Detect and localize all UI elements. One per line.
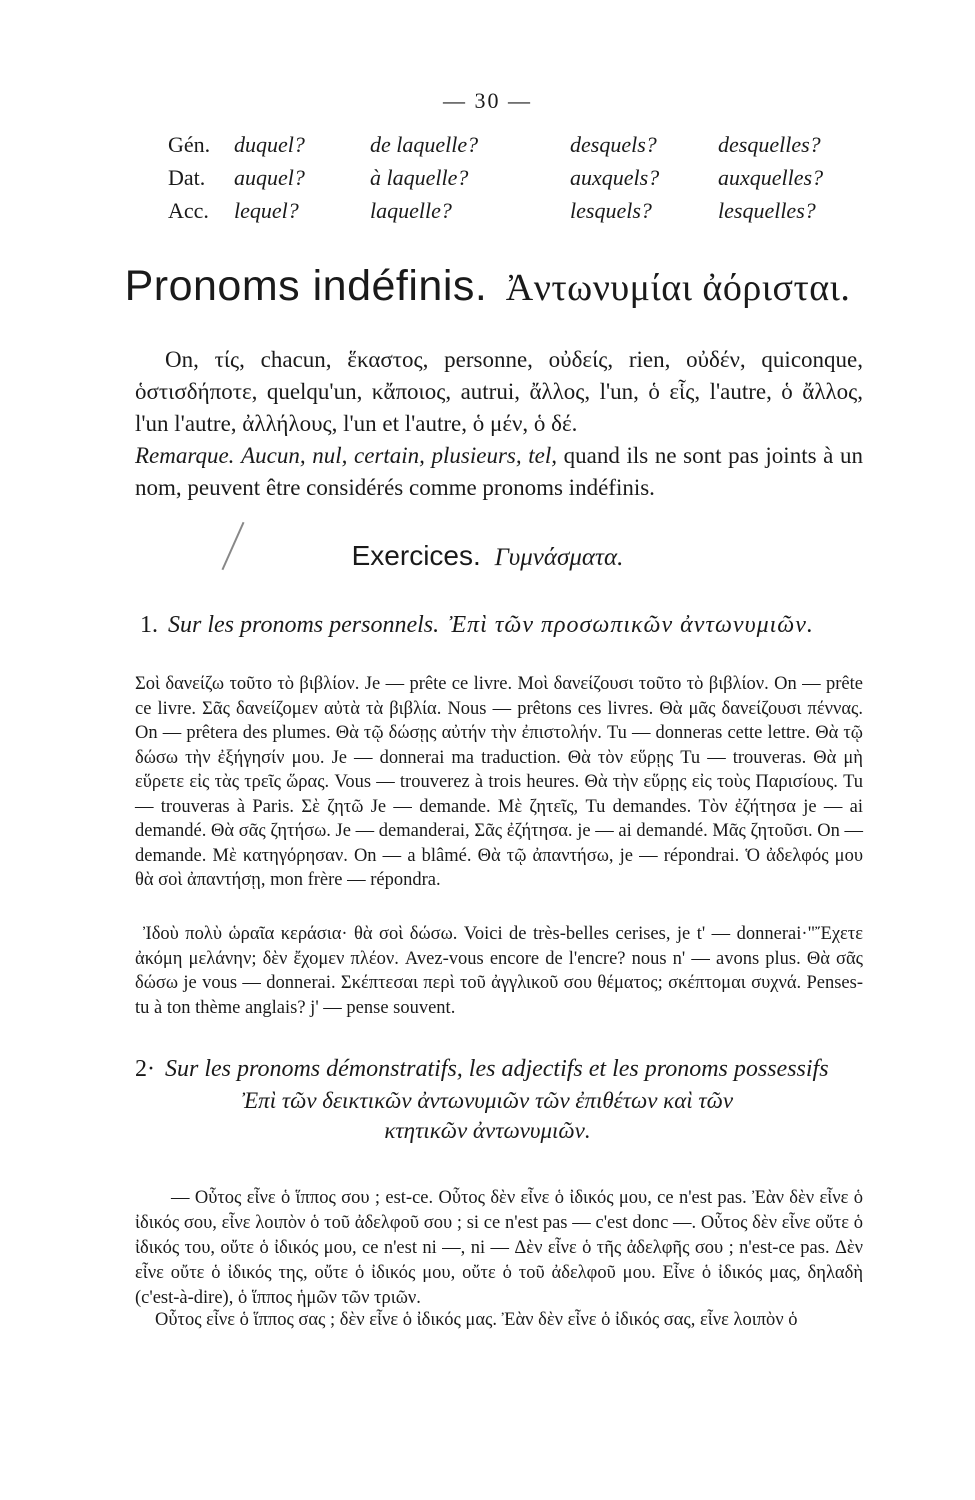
section-title-greek: Ἐπὶ τῶν προσωπικῶν ἀντωνυμιῶν. [449,612,814,638]
form-fem-sing: de laquelle? [370,132,479,157]
form-masc-sing: duquel? [234,132,305,157]
section-number: 2· [135,1056,155,1082]
section-1-exercise-text-2: Ἰδοὺ πολὺ ὡραῖα κεράσια· θὰ σοὶ δώσω. Voici de très-belles cerises, je t' — donnerai·"Ἔχετε ἀκόμη μελάνην; δὲν ἔχομεν πλέον. Avez-vous encore de l'encre? nous n' — avons plus. Θὰ σᾶς δώσω je vous — donnerai. Σκέπτεσαι περὶ τοῦ ἀγγλικοῦ σου θέματος; σκέπτομαι συχνά. Penses-tu à ton thème anglais? j' — pense souvent. [135,924,863,1018]
page-number: — 30 — [443,88,532,113]
section-1-heading [140,612,870,639]
case-label: Acc. [168,198,209,223]
form-fem-plur: auxquelles? [718,165,824,190]
form-masc-plur: desquels? [570,132,657,157]
remark-paragraph [135,440,863,504]
form-masc-sing: auquel? [234,165,305,190]
declension-row-accusative [168,198,868,231]
section-2-greek-title-line-1: Ἐπὶ τῶν δεικτικῶν ἀντωνυμιῶν τῶν ἐπιθέτων καὶ τῶν [241,1088,734,1113]
section-title [0,262,975,311]
form-fem-plur: lesquelles? [718,198,816,223]
section-2-greek-title-line-2: κτητικῶν ἀντωνυμιῶν. [384,1118,591,1143]
remark-text: quand ils ne sont pas joints à un nom, peuvent être considérés comme pronoms indéfinis. [135,443,864,500]
exercises-french: Exercices. [351,540,481,571]
remark-label: Remarque. [135,443,235,468]
section-number: 1. [140,612,158,638]
form-fem-sing: laquelle? [370,198,452,223]
declension-row-genitive [168,132,868,165]
section-2-exercise-text: — Οὗτος εἶνε ὁ ἵππος σου ; est-ce. Οὗτος δὲν εἶνε ὁ ἰδικός μου, ce n'est pas. Ἐὰν δὲν εἶνε ὁ ἰδικός σου, εἶνε λοιπὸν ὁ τοῦ ἀδελφοῦ σου ; si ce n'est pas — c'est donc —. Οὗτος δὲν εἶνε οὔτε ὁ ἰδικός του, οὔτε ὁ ἰδικός μου, ce n'est ni —, ni — Δὲν εἶνε ὁ τῆς ἀδελφῆς σου ; n'est-ce pas. Δὲν εἶνε οὔτε ὁ ἰδικός της, οὔτε ὁ ἰδικός μου, οὔτε ὁ τοῦ ἀδελφοῦ μου. Εἶνε ὁ ἰδικός μας, δηλαδὴ (c'est-à-dire), ὁ ἵππος ἡμῶν τῶν τριῶν. [135,1188,863,1308]
form-fem-plur: desquelles? [718,132,821,157]
exercises-greek: Γυμνάσματα. [494,544,624,571]
case-label: Gén. [168,132,211,157]
form-masc-plur: auxquels? [570,165,660,190]
section-1-exercise-text: Σοὶ δανείζω τοῦτο τὸ βιβλίον. Je — prête ce livre. Μοὶ δανείζουσι τοῦτο τὸ βιβλίον. On — prête ce livre. Σᾶς δανείζομεν αὐτὰ τὰ βιβλία. Nous — prêtons ces livres. Θὰ μᾶς δανείζουσι πέννας. On — prêtera des plumes. Θὰ τῷ δώσῃς αὐτήν τὴν ἐπιστολήν. Tu — donneras cette lettre. Θὰ τῷ δώσω τὴν ἐξήγησίν μου. Je — donnerai ma traduction. Θὰ τὸν εὕρῃς Tu — trouveras. Θὰ μὴ εὕρετε εἰς τὰς τρεῖς ὥρας. Vous — trouverez à trois heures. Θὰ τὴν εὕρῃς εἰς τοὺς Παρισίους. Tu — trouveras à Paris. Σὲ ζητῶ Je — demande. Μὲ ζητεῖς, Tu demandes. Τὸν ἐζήτησα je — ai demandé. Θὰ σᾶς ζητήσω. Je — demanderai, Σᾶς ἐζήτησα. je — ai demandé. Μᾶς ζητοῦσι. On — demande. Μὲ κατηγόρησαν. On — a blâmé. Θὰ τῷ ἀπαντήσω, je — répondrai. Ὁ ἀδελφός μου θὰ σοὶ ἀπαντήσῃ, mon frère — répondra. [135,674,863,890]
title-french: Pronoms indéfinis. [124,262,488,310]
section-title-french: Sur les pronoms personnels. [168,612,440,638]
declension-table [168,132,868,231]
case-label: Dat. [168,165,206,190]
title-greek: Ἀντωνυμίαι ἀόρισται. [505,267,851,309]
declension-row-dative [168,165,868,198]
form-masc-plur: lesquels? [570,198,652,223]
form-fem-sing: à laquelle? [370,165,469,190]
section-2-heading [135,1056,865,1083]
remark-italic-words: Aucun, nul, certain, plusieurs, tel, [241,443,557,468]
exercises-heading [0,540,975,572]
section-2-exercise-text-2: Οὗτος εἶνε ὁ ἵππος σας ; δὲν εἶνε ὁ ἰδικός μας. Ἐὰν δὲν εἶνε ὁ ἰδικός σας, εἶνε λοιπὸν ὁ [155,1310,798,1330]
section-title-french: Sur les pronoms démonstratifs, les adjectifs et les pronoms possessifs [165,1056,829,1082]
intro-paragraph: On, τίς, chacun, ἕκαστος, personne, οὐδείς, rien, οὐδέν, quiconque, ὁστισδήποτε, quelqu'un, κἄποιος, autrui, ἄλλος, l'un, ὁ εἷς, l'autre, ὁ ἄλλος, l'un l'autre, ἀλλήλους, l'un et l'autre, ὁ μέν, ὁ δέ. [135,347,863,436]
form-masc-sing: lequel? [234,198,299,223]
